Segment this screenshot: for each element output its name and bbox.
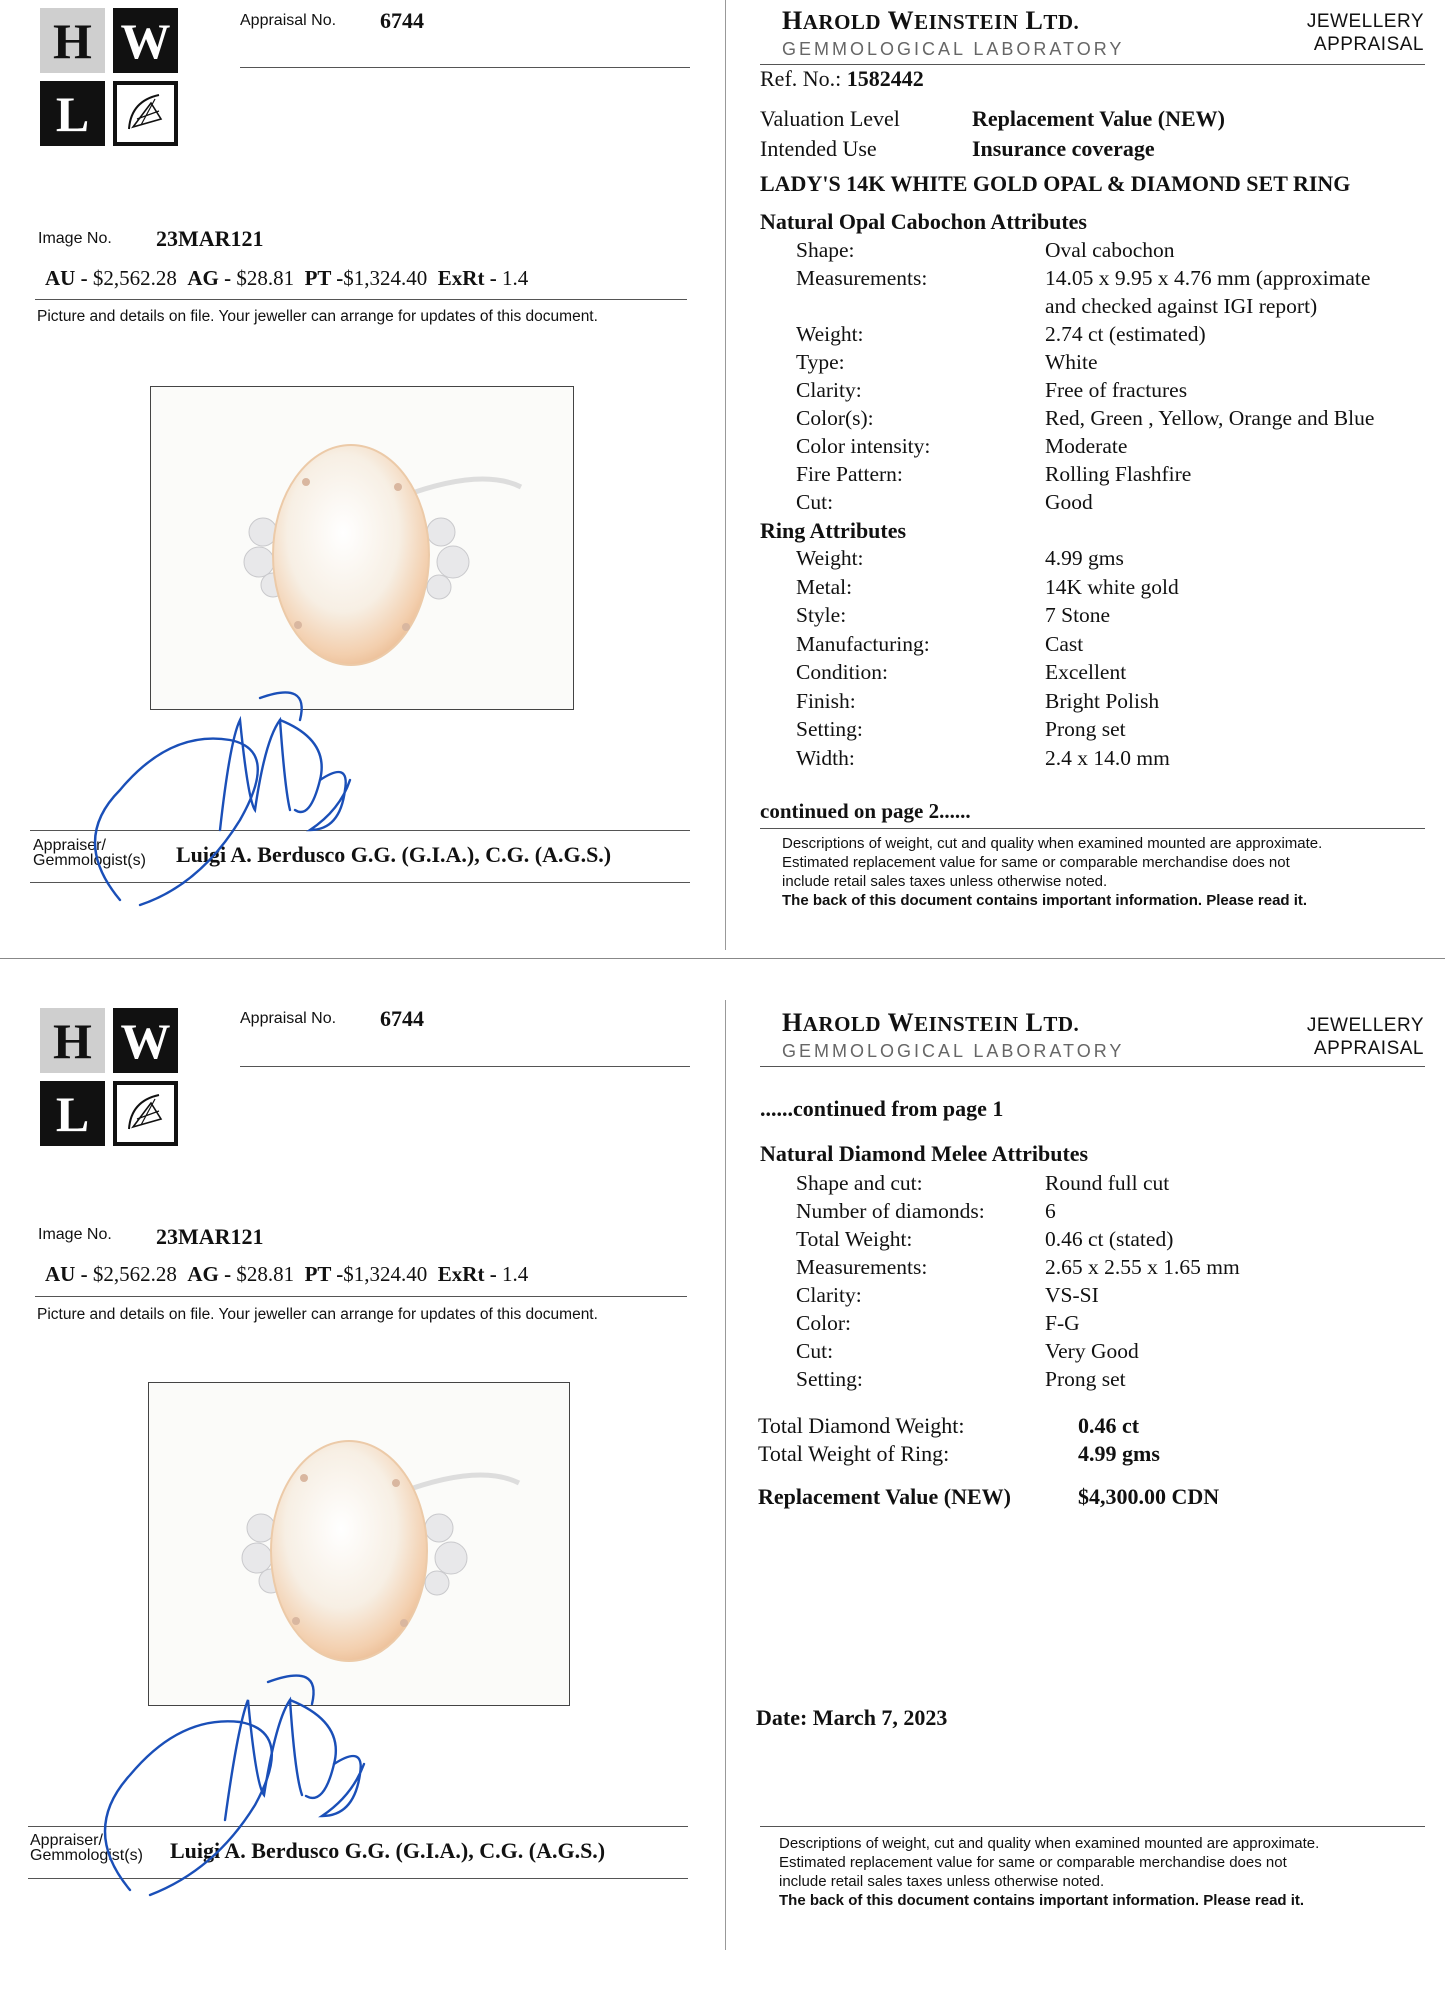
opal-attribute-label: Cut:: [796, 490, 834, 514]
disclaimer-line-2: Estimated replacement value for same or comparable merchandise does not: [779, 1854, 1287, 1871]
diamond-attribute-label: Measurements:: [796, 1255, 928, 1279]
total-diamond-value: 0.46 ct: [1078, 1413, 1140, 1438]
appraiser-label: [33, 838, 146, 868]
metal-prices: [45, 266, 528, 291]
divider: [760, 64, 1425, 65]
appraiser-name: Luigi A. Berdusco G.G. (G.I.A.), C.G. (A.G.S.): [170, 1838, 606, 1863]
disclaimer-line-1: Descriptions of weight, cut and quality when examined mounted are approximate.: [782, 835, 1323, 852]
image-no-label: Image No.: [38, 230, 112, 247]
opal-attribute-value: and checked against IGI report): [1045, 294, 1318, 318]
document-type-line-2: APPRAISAL: [1313, 1038, 1424, 1059]
opal-attribute-value: Rolling Flashfire: [1045, 462, 1192, 486]
total-ring-value: 4.99 gms: [1078, 1441, 1160, 1466]
divider: [760, 1826, 1425, 1827]
disclaimer-line-3: include retail sales taxes unless otherwise noted.: [779, 1873, 1105, 1890]
au-value: $2,562.28: [92, 266, 177, 290]
exrt-label: ExRt -: [437, 266, 497, 290]
ag-value: $28.81: [236, 266, 295, 290]
opal-attribute-label: Measurements:: [796, 266, 928, 290]
document-type: [1290, 10, 1424, 56]
opal-attribute-value: Free of fractures: [1045, 378, 1188, 402]
logo-h: H: [40, 1008, 105, 1073]
company-name-l: L: [1025, 1008, 1044, 1037]
divider: [28, 1826, 688, 1827]
au-label: AU -: [45, 266, 88, 290]
au-value: $2,562.28: [92, 1262, 177, 1286]
use-value: Insurance coverage: [972, 136, 1155, 161]
divider: [30, 882, 690, 883]
appraisal-no-label: Appraisal No.: [240, 1010, 337, 1027]
diamond-section-title: Natural Diamond Melee Attributes: [760, 1141, 1089, 1166]
ring-section-title: Ring Attributes: [760, 518, 907, 543]
logo-l: L: [40, 1081, 105, 1146]
diamond-attribute-label: Shape and cut:: [796, 1171, 923, 1195]
diamond-attribute-label: Clarity:: [796, 1283, 862, 1307]
company-name-h: H: [782, 1008, 803, 1037]
ag-label: AG -: [187, 266, 232, 290]
diamond-attribute-label: Number of diamonds:: [796, 1199, 985, 1223]
image-no: 23MAR121: [156, 1224, 264, 1249]
divider: [35, 299, 687, 300]
company-name-l: L: [1025, 6, 1044, 35]
page-divider: [725, 0, 726, 950]
divider: [240, 1066, 690, 1067]
appraisal-page-2: [0, 1000, 1445, 1990]
diamond-attribute-value: VS-SI: [1045, 1283, 1099, 1307]
ring-attribute-value: 2.4 x 14.0 mm: [1045, 745, 1170, 770]
logo-w: W: [113, 1008, 178, 1073]
ring-attribute-value: Bright Polish: [1045, 688, 1160, 713]
appraisal-date: Date: March 7, 2023: [756, 1705, 948, 1730]
disclaimer-line-2: Estimated replacement value for same or comparable merchandise does not: [782, 854, 1290, 871]
pt-value: $1,324.40: [343, 1262, 428, 1286]
document-type-line-2: APPRAISAL: [1313, 34, 1424, 55]
opal-attribute-value: Oval cabochon: [1045, 238, 1175, 262]
disclaimer-line-3: include retail sales taxes unless otherwise noted.: [782, 873, 1108, 890]
replacement-label: Replacement Value (NEW): [758, 1484, 1011, 1509]
logo-w: W: [113, 8, 178, 73]
use-label: Intended Use: [760, 136, 877, 161]
company-name: [782, 1008, 1079, 1038]
disclaimer-line-4: The back of this document contains important information. Please read it.: [782, 892, 1308, 909]
item-title: LADY'S 14K WHITE GOLD OPAL & DIAMOND SET RING: [760, 171, 1351, 196]
diamond-attribute-value: 2.65 x 2.55 x 1.65 mm: [1045, 1255, 1240, 1279]
company-name: [782, 6, 1079, 36]
divider: [760, 828, 1425, 829]
disclaimer-line-4: The back of this document contains important information. Please read it.: [779, 1892, 1305, 1909]
diamond-attribute-label: Cut:: [796, 1339, 834, 1363]
exrt-value: 1.4: [501, 1262, 529, 1286]
document-type-line-1: JEWELLERY: [1306, 1015, 1424, 1036]
exrt-label: ExRt -: [437, 1262, 497, 1286]
opal-attribute-label: Weight:: [796, 322, 864, 346]
ring-attribute-value: 7 Stone: [1045, 603, 1111, 627]
image-no-label: Image No.: [38, 1226, 112, 1243]
picture-note: Picture and details on file. Your jeweller can arrange for updates of this document.: [37, 1306, 598, 1323]
valuation-label: Valuation Level: [760, 106, 900, 131]
divider: [760, 1066, 1425, 1067]
exrt-value: 1.4: [501, 266, 529, 290]
hwl-logo: [40, 1008, 183, 1151]
ring-attribute-label: Weight:: [796, 546, 864, 570]
appraiser-signature: [80, 680, 370, 910]
total-diamond-label: Total Diamond Weight:: [758, 1413, 965, 1438]
ring-attribute-label: Finish:: [796, 688, 856, 713]
ring-attribute-label: Setting:: [796, 717, 863, 741]
opal-attribute-label: Color(s):: [796, 406, 874, 430]
company-name-td: TD.: [1043, 10, 1080, 34]
appraiser-label-line-2: Gemmologist(s): [33, 852, 146, 869]
appraisal-no-label: Appraisal No.: [240, 12, 337, 29]
total-ring-label: Total Weight of Ring:: [758, 1441, 950, 1466]
divider: [35, 1296, 687, 1297]
company-name-h: H: [782, 6, 803, 35]
divider: [240, 67, 690, 68]
ring-attribute-value: Prong set: [1045, 717, 1126, 741]
appraiser-label-line-1: Appraiser/: [33, 837, 106, 854]
pt-label: PT -: [304, 1262, 344, 1286]
ring-attribute-value: Excellent: [1045, 660, 1127, 684]
diamond-attribute-value: 6: [1045, 1199, 1056, 1223]
diamond-attribute-label: Color:: [796, 1311, 851, 1335]
company-name-td: TD.: [1043, 1012, 1080, 1036]
opal-attribute-label: Shape:: [796, 238, 855, 262]
hwl-logo: [40, 8, 183, 151]
page-divider: [725, 1000, 726, 1950]
ring-attribute-label: Width:: [796, 745, 855, 770]
lab-name: GEMMOLOGICAL LABORATORY: [782, 1041, 1125, 1061]
ref-no-label: Ref. No.:: [760, 66, 842, 91]
opal-attribute-label: Fire Pattern:: [796, 462, 903, 486]
disclaimer: [779, 1834, 1319, 1910]
opal-attribute-value: Moderate: [1045, 434, 1128, 458]
appraisal-no: 6744: [380, 1006, 424, 1031]
diamond-attribute-label: Total Weight:: [796, 1227, 913, 1251]
company-name-einstein: EINSTEIN: [914, 1012, 1019, 1036]
appraiser-label-line-2: Gemmologist(s): [30, 1847, 143, 1864]
continued-from: ......continued from page 1: [760, 1096, 1004, 1121]
opal-attribute-value: Red, Green , Yellow, Orange and Blue: [1045, 406, 1375, 430]
appraiser-name: Luigi A. Berdusco G.G. (G.I.A.), C.G. (A.G.S.): [176, 842, 612, 867]
ref-no: 1582442: [846, 66, 924, 91]
ring-attribute-label: Condition:: [796, 660, 888, 684]
au-label: AU -: [45, 1262, 88, 1286]
diamond-attribute-value: Prong set: [1045, 1367, 1126, 1391]
metal-prices: [45, 1262, 528, 1287]
appraiser-label: [30, 1833, 143, 1863]
appraiser-label-line-1: Appraiser/: [30, 1832, 103, 1849]
diamond-attribute-value: Round full cut: [1045, 1171, 1170, 1195]
ring-attribute-value: 14K white gold: [1045, 574, 1179, 599]
diamond-attribute-value: 0.46 ct (stated): [1045, 1227, 1174, 1251]
divider: [28, 1878, 688, 1879]
disclaimer: [782, 834, 1322, 910]
company-name-einstein: EINSTEIN: [914, 10, 1019, 34]
company-name-w: W: [887, 1008, 915, 1037]
company-name-w: W: [887, 6, 915, 35]
opal-section-title: Natural Opal Cabochon Attributes: [760, 209, 1087, 234]
appraisal-page-1: [0, 0, 1445, 990]
company-name-arold: AROLD: [802, 1012, 882, 1036]
ring-photo: [150, 386, 574, 710]
appraisal-no: 6744: [380, 8, 424, 33]
diamond-attribute-value: Very Good: [1045, 1339, 1139, 1363]
ring-attribute-value: Cast: [1045, 631, 1084, 656]
opal-attribute-label: Type:: [796, 350, 845, 374]
opal-attribute-label: Clarity:: [796, 378, 862, 402]
logo-l: L: [40, 81, 105, 146]
replacement-value: $4,300.00 CDN: [1078, 1484, 1220, 1509]
logo-h: H: [40, 8, 105, 73]
gemstone-icon: [113, 81, 178, 146]
pt-label: PT -: [304, 266, 344, 290]
opal-attribute-value: 14.05 x 9.95 x 4.76 mm (approximate: [1045, 266, 1371, 290]
document-type: [1290, 1014, 1424, 1060]
company-name-arold: AROLD: [802, 10, 882, 34]
opal-attribute-label: Color intensity:: [796, 434, 931, 458]
ring-attribute-label: Metal:: [796, 574, 853, 599]
opal-attribute-value: Good: [1045, 490, 1093, 514]
pt-value: $1,324.40: [343, 266, 428, 290]
page-separator: [0, 958, 1445, 959]
ring-photo: [148, 1382, 570, 1706]
disclaimer-line-1: Descriptions of weight, cut and quality when examined mounted are approximate.: [779, 1835, 1320, 1852]
gemstone-icon: [113, 1081, 178, 1146]
divider: [30, 830, 690, 831]
diamond-attribute-value: F-G: [1045, 1311, 1080, 1335]
ring-attribute-label: Style:: [796, 603, 847, 627]
continued-note: continued on page 2......: [760, 799, 971, 823]
opal-attribute-value: White: [1045, 350, 1098, 374]
ring-attribute-label: Manufacturing:: [796, 631, 930, 656]
picture-note: Picture and details on file. Your jeweller can arrange for updates of this document.: [37, 308, 598, 325]
ag-label: AG -: [187, 1262, 232, 1286]
document-type-line-1: JEWELLERY: [1306, 11, 1424, 32]
ring-attribute-value: 4.99 gms: [1045, 546, 1124, 570]
diamond-attribute-label: Setting:: [796, 1367, 863, 1391]
image-no: 23MAR121: [156, 226, 264, 251]
lab-name: GEMMOLOGICAL LABORATORY: [782, 39, 1125, 59]
ref-no-row: [760, 66, 924, 92]
opal-attribute-value: 2.74 ct (estimated): [1045, 322, 1206, 346]
ag-value: $28.81: [236, 1262, 295, 1286]
valuation-value: Replacement Value (NEW): [972, 106, 1225, 131]
